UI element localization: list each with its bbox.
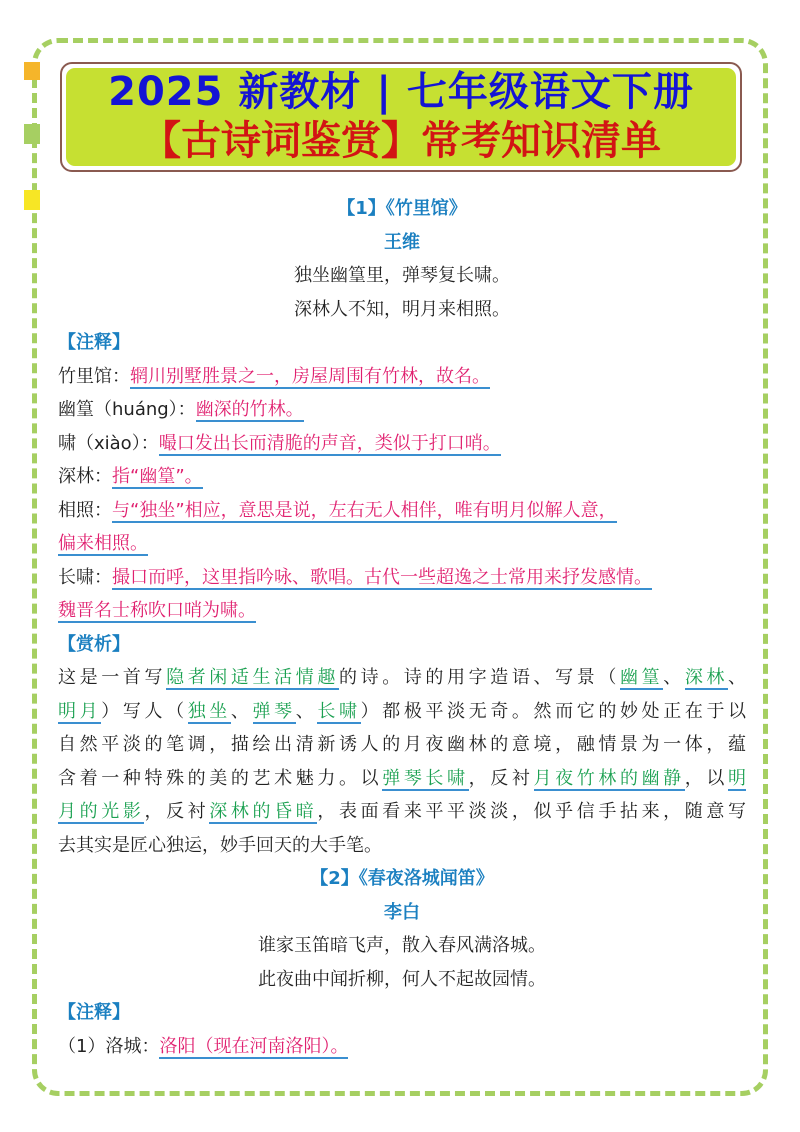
text-segment: 的诗。诗的用字造语、写景（ — [338, 667, 620, 688]
text-segment: ，表面看来平平淡淡，似乎信手拈来，随意写 — [317, 801, 747, 822]
text-segment: ）都极平淡无奇。然而它的妙处正在于以 — [360, 700, 747, 722]
note-item — [58, 1030, 746, 1064]
highlight-phrase: 深林 — [684, 667, 729, 688]
text-segment: 、 — [230, 700, 253, 722]
highlight-phrase: 弹琴 — [252, 700, 296, 722]
poem-author: 王维 — [384, 231, 420, 253]
note-term: 长啸： — [58, 566, 112, 588]
note-definition-cont: 魏晋名士称吹口哨为啸。 — [58, 600, 256, 621]
notes-label: 【注释】 — [58, 332, 130, 353]
poem-line: 此夜曲中闻折柳，何人不起故园情。 — [258, 968, 546, 990]
note-definition: 嘬口发出长而清脆的声音，类似于打口哨。 — [158, 432, 501, 454]
highlight-phrase: 独坐 — [187, 700, 231, 722]
text-segment: 含着一种特殊的美的艺术魅力。以 — [58, 767, 383, 789]
note-continuation — [58, 594, 746, 628]
text-segment: 、 — [295, 700, 318, 722]
highlight-phrase: 长啸 — [317, 700, 361, 722]
note-item — [58, 460, 746, 494]
decor-orange — [24, 62, 40, 80]
note-term: 竹里馆： — [58, 365, 130, 387]
highlight-phrase: 月夜竹林的幽静 — [533, 767, 685, 789]
text-segment: ，反衬 — [468, 767, 534, 789]
decor-yellow — [24, 190, 40, 210]
text-segment: 自然平淡的笔调，描绘出清新诱人的月夜幽林的意境，融情景为一体，蕴 — [58, 734, 746, 755]
title-banner — [60, 62, 742, 172]
title-line-2: 【古诗词鉴赏】常考知识清单 — [141, 118, 661, 164]
note-term: 相照： — [58, 499, 112, 521]
text-segment: 这是一首写 — [58, 667, 167, 688]
poem-line: 谁家玉笛暗飞声，散入春风满洛城。 — [258, 935, 546, 956]
decor-green — [24, 124, 40, 144]
note-term: 幽篁（huáng）： — [58, 399, 196, 420]
poem-author: 李白 — [384, 901, 420, 923]
note-term: （1）洛城： — [58, 1035, 160, 1057]
text-segment: ，以 — [684, 767, 729, 789]
highlight-phrase: 幽篁 — [619, 667, 664, 688]
note-definition: 与“独坐”相应，意思是说，左右无人相伴，唯有明月似解人意， — [112, 499, 617, 521]
text-segment: 、 — [728, 667, 747, 688]
note-term: 深林： — [58, 466, 112, 487]
highlight-phrase: 明 — [728, 767, 747, 789]
note-item — [58, 494, 746, 528]
appreciation-line — [58, 762, 746, 796]
note-item — [58, 427, 746, 461]
title-line-1: 2025 新教材 | 七年级语文下册 — [108, 69, 694, 115]
notes-label: 【注释】 — [58, 1002, 130, 1023]
poem-heading: 【2】《春夜洛城闻笛》 — [310, 868, 494, 889]
appreciation-line — [58, 728, 746, 762]
highlight-phrase: 隐者闲适生活情趣 — [166, 667, 339, 688]
note-item — [58, 360, 746, 394]
appreciation-label: 【赏析】 — [58, 633, 130, 655]
note-continuation — [58, 527, 746, 561]
highlight-phrase: 弹琴长啸 — [382, 767, 469, 789]
poem-line: 深林人不知，明月来相照。 — [294, 298, 510, 320]
note-term: 啸（xiào）： — [58, 432, 159, 454]
appreciation-line — [58, 829, 746, 863]
document-body — [58, 192, 746, 1063]
text-segment: 去其实是匠心独运，妙手回天的大手笔。 — [58, 834, 382, 856]
text-segment: ）写人（ — [101, 700, 188, 722]
note-definition: 幽深的竹林。 — [195, 399, 304, 420]
note-definition: 洛阳（现在河南洛阳）。 — [159, 1035, 349, 1057]
text-segment: 、 — [663, 667, 685, 688]
poem-line: 独坐幽篁里，弹琴复长啸。 — [294, 265, 510, 286]
appreciation-line — [58, 661, 746, 695]
note-definition: 撮口而呼，这里指吟咏、歌唱。古代一些超逸之士常用来抒发感情。 — [112, 566, 652, 588]
note-definition: 指“幽篁”。 — [112, 466, 203, 487]
text-segment: ，反衬 — [144, 801, 210, 822]
note-item — [58, 561, 746, 595]
appreciation-line — [58, 795, 746, 829]
note-definition-cont: 偏来相照。 — [58, 533, 148, 554]
note-item — [58, 393, 746, 427]
note-definition: 辋川别墅胜景之一，房屋周围有竹林，故名。 — [130, 365, 490, 387]
highlight-phrase: 月的光影 — [58, 801, 145, 822]
poem-heading: 【1】《竹里馆》 — [337, 198, 467, 219]
appreciation-line — [58, 695, 746, 729]
highlight-phrase: 明月 — [58, 700, 102, 722]
highlight-phrase: 深林的昏暗 — [209, 801, 318, 822]
